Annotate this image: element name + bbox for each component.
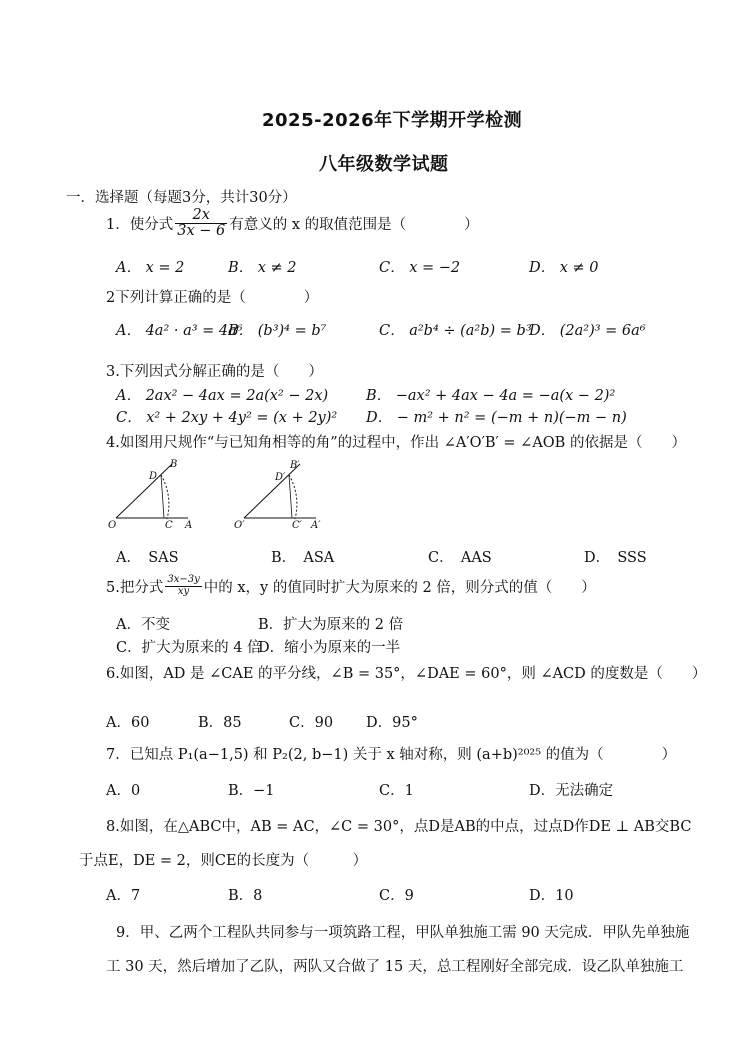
q8-option-a: A．7 (106, 888, 141, 904)
label-a-prime: A′ (311, 520, 321, 530)
q5-frac-num: 3x−3y (167, 574, 200, 585)
segment-c-d-prime (289, 475, 292, 518)
q7-option-b: B．−1 (228, 783, 275, 799)
label-c-prime: C′ (292, 520, 302, 530)
q5-frac-den: xy (177, 585, 190, 597)
question-2: 2下列计算正确的是（ ） (106, 290, 319, 306)
label-b-prime: B′ (290, 460, 300, 471)
q5-option-a: A．不变 (116, 617, 170, 633)
section-heading: 一．选择题（每题3分，共计30分） (66, 190, 297, 206)
q3-option-b: B． −ax² + 4ax − 4a = −a(x − 2)² (366, 388, 616, 404)
question-8-line-2: 于点E，DE = 2，则CE的长度为（ ） (79, 853, 368, 869)
q6-option-b: B．85 (198, 715, 242, 731)
label-c: C (165, 520, 173, 530)
q1-option-a: A． x = 2 (116, 260, 185, 276)
question-4: 4.如图用尺规作“与已知角相等的角”的过程中，作出 ∠A′O′B′ = ∠AOB 的依据是（ ） (106, 435, 686, 451)
q1-option-c: C． x = −2 (379, 260, 461, 276)
question-6: 6.如图，AD 是 ∠CAE 的平分线，∠B = 35°，∠DAE = 60°，则 ∠ACD 的度数是（ ） (106, 666, 707, 682)
q4-option-c: C． AAS (428, 550, 492, 566)
label-d-prime: D′ (275, 472, 286, 483)
q5-option-c: C．扩大为原来的 4 倍 (116, 640, 262, 656)
q6-option-c: C．90 (289, 715, 334, 731)
q5-stem-pre: 5.把分式 (106, 579, 164, 596)
q5-option-b: B．扩大为原来的 2 倍 (258, 617, 404, 633)
q3-option-a: A． 2ax² − 4ax = 2a(x² − 2x) (116, 388, 329, 404)
q4-figure-constructed-angle (234, 458, 330, 530)
q2-option-d: D． (2a²)³ = 6a⁶ (529, 323, 646, 339)
question-8-line-1: 8.如图，在△ABC中，AB = AC，∠C = 30°，点D是AB的中点，过点D作DE ⊥ AB交BC (106, 819, 692, 835)
q2-option-a: A． 4a² · a³ = 4a⁶ (116, 323, 243, 339)
label-b: B (170, 459, 178, 470)
q1-stem-post: 有意义的 x 的取值范围是（ ） (229, 217, 479, 234)
question-9-line-1: 9．甲、乙两个工程队共同参与一项筑路工程，甲队单独施工需 90 天完成．甲队先单独施 (116, 925, 690, 941)
q8-option-c: C．9 (379, 888, 414, 904)
q1-stem-pre: 1．使分式 (106, 217, 174, 234)
segment-cd (161, 475, 164, 518)
exam-title: 2025-2026年下学期开学检测 (262, 110, 523, 131)
q1-fraction (175, 208, 227, 239)
exam-subtitle: 八年级数学试题 (319, 154, 449, 175)
q2-option-c: C． a²b⁴ ÷ (a²b) = b³ (379, 323, 532, 339)
q2-option-b: B． (b³)⁴ = b⁷ (228, 323, 327, 339)
q4-option-d: D． SSS (584, 550, 647, 566)
q7-option-d: D．无法确定 (529, 783, 614, 799)
q7-option-c: C．1 (379, 783, 414, 799)
q3-option-d: D． − m² + n² = (−m + n)(−m − n) (366, 410, 627, 426)
label-d: D (149, 471, 158, 482)
q5-option-d: D．缩小为原来的一半 (258, 640, 401, 656)
q6-option-a: A．60 (106, 715, 150, 731)
q1-frac-num: 2x (175, 208, 227, 224)
q1-frac-den: 3x − 6 (177, 223, 226, 240)
q1-option-d: D． x ≠ 0 (529, 260, 599, 276)
q4-figure-original-angle (108, 458, 196, 530)
q3-option-c: C． x² + 2xy + 4y² = (x + 2y)² (116, 410, 338, 426)
q8-option-d: D．10 (529, 888, 574, 904)
question-9-line-2: 工 30 天，然后增加了乙队，两队又合做了 15 天，总工程刚好全部完成．设乙队单独施工 (106, 959, 684, 975)
q8-option-b: B．8 (228, 888, 263, 904)
label-o-prime: O′ (234, 520, 245, 530)
label-o: O (108, 520, 117, 530)
q4-option-a: A． SAS (116, 550, 179, 566)
question-5 (106, 575, 596, 597)
q1-option-b: B． x ≠ 2 (228, 260, 297, 276)
q5-stem-post: 中的 x，y 的值同时扩大为原来的 2 倍，则分式的值（ ） (203, 579, 596, 596)
label-a: A (185, 520, 193, 530)
question-7: 7．已知点 P₁(a−1,5) 和 P₂(2, b−1) 关于 x 轴对称，则 (a+b)²⁰²⁵ 的值为（ ） (106, 747, 677, 763)
q6-option-d: D．95° (366, 715, 418, 731)
question-3: 3.下列因式分解正确的是（ ） (106, 364, 323, 380)
q5-fraction (165, 575, 201, 597)
q4-option-b: B． ASA (271, 550, 335, 566)
question-1 (106, 208, 479, 239)
q7-option-a: A．0 (106, 783, 141, 799)
